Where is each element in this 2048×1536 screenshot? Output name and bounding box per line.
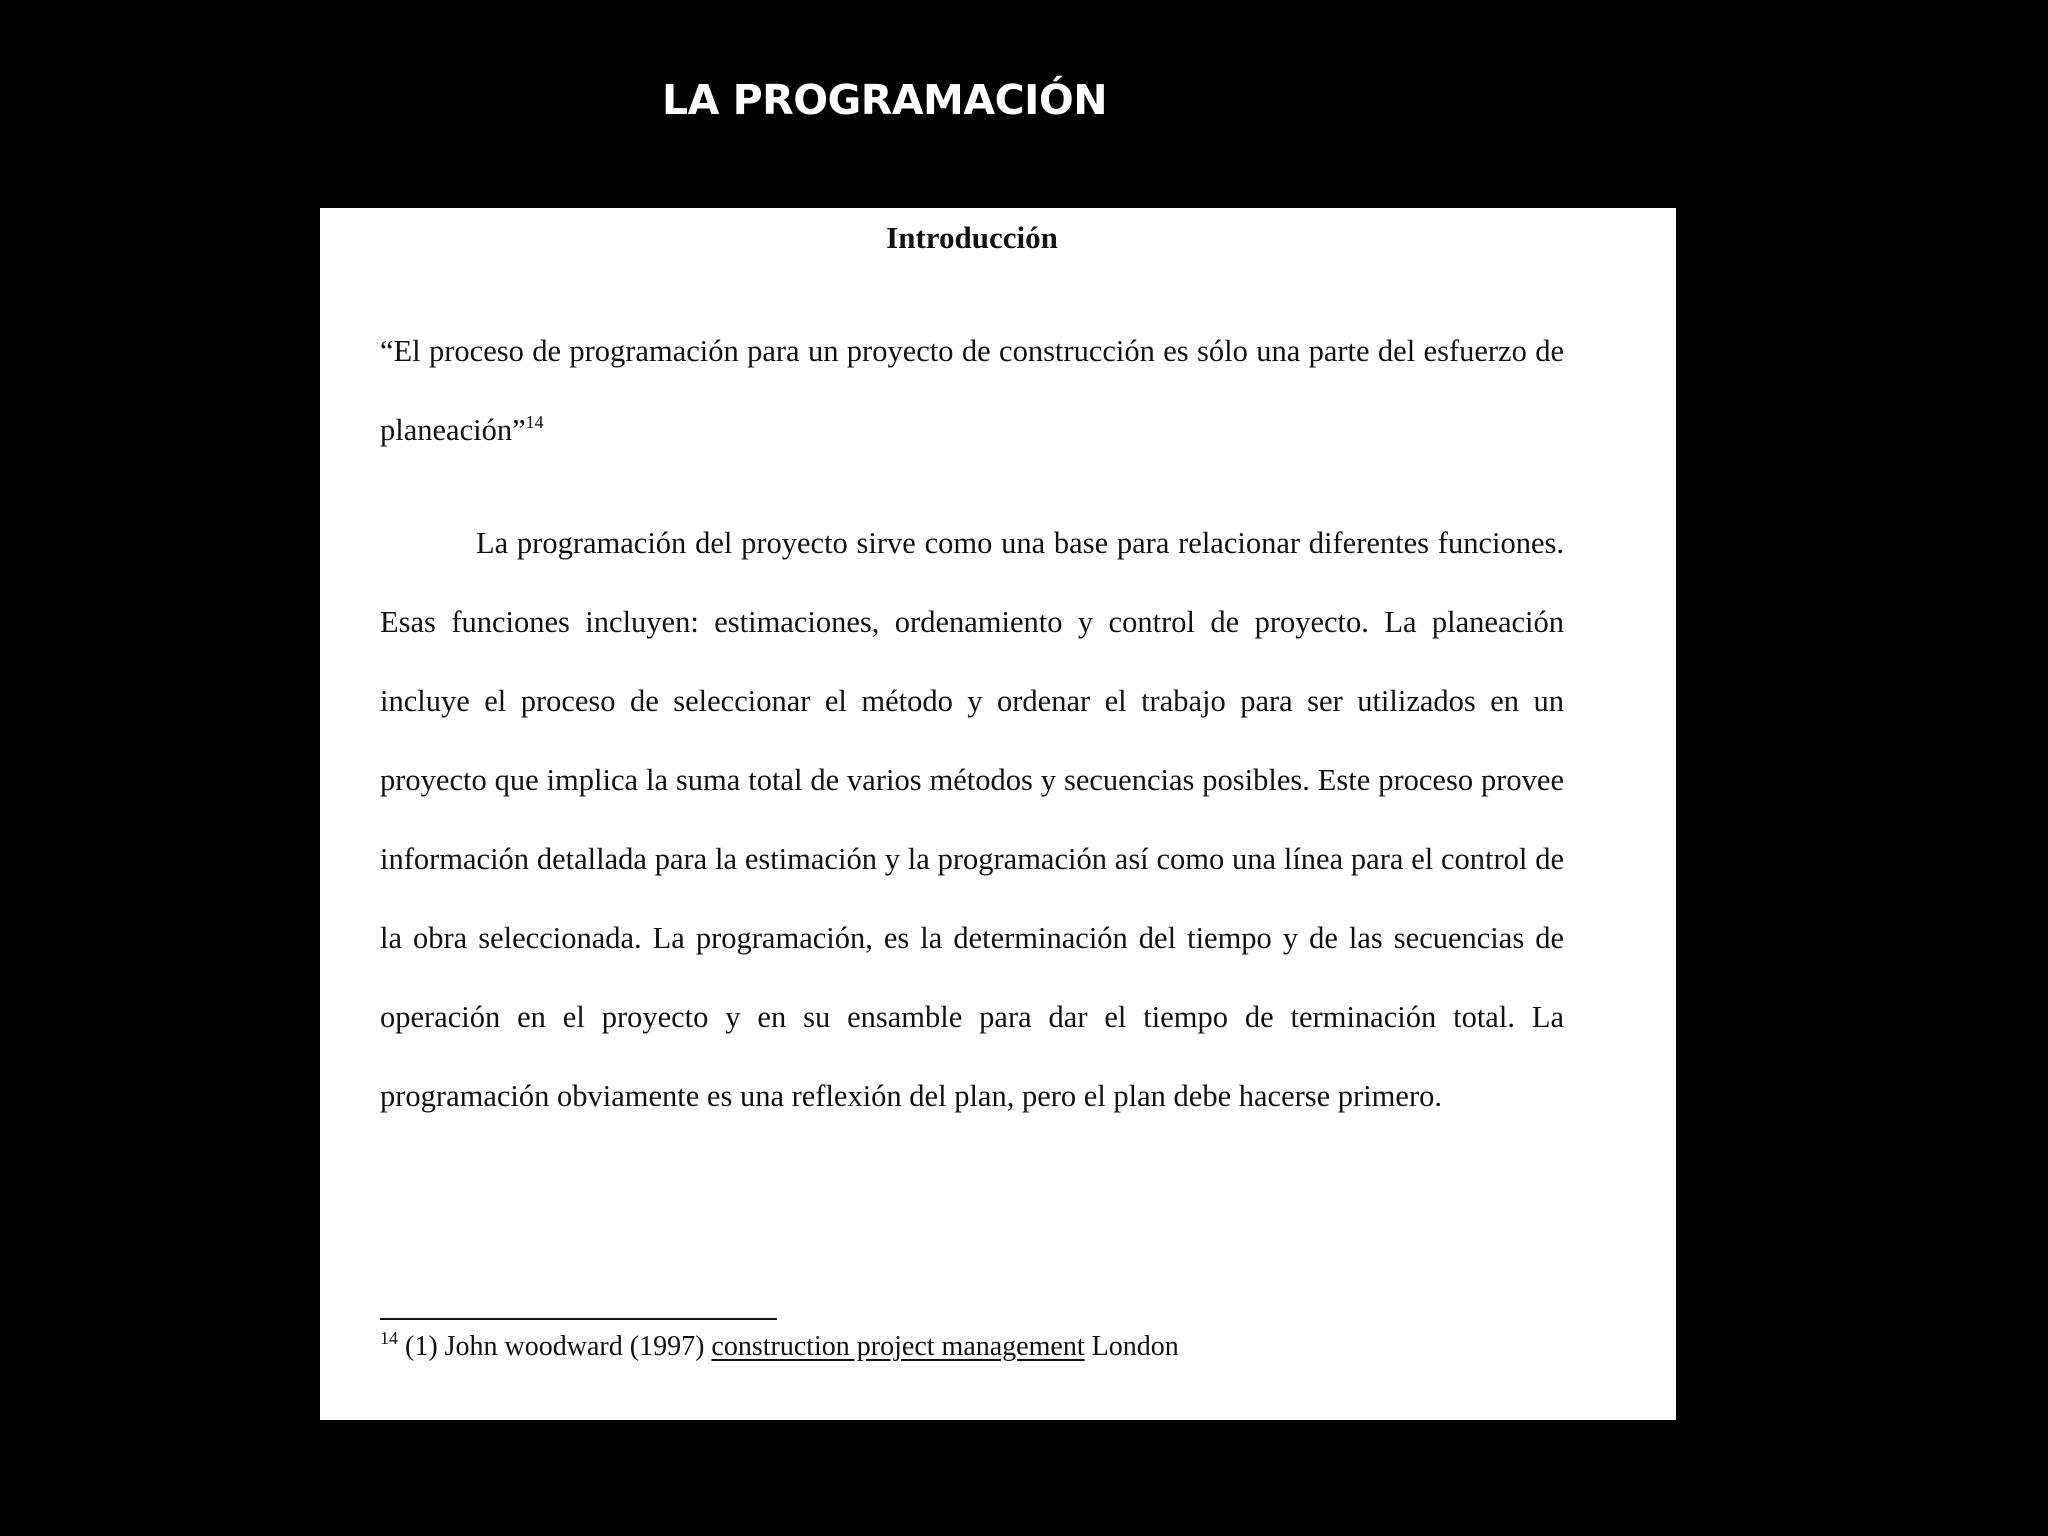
footnote-reference: 14 <box>525 412 544 432</box>
footnote-book-title: construction project management <box>711 1331 1085 1362</box>
footnote-divider <box>380 1318 777 1320</box>
footnote-number: 14 <box>380 1328 398 1348</box>
quote-text: “El proceso de programación para un proyecto de construcción es sólo una parte del esfuerzo de planeación” <box>380 334 1564 447</box>
slide-title: LA PROGRAMACIÓN <box>662 76 1108 124</box>
footnote-author: (1) John woodward (1997) <box>405 1331 705 1362</box>
document-heading: Introducción <box>886 220 1058 255</box>
body-paragraph: La programación del proyecto sirve como una base para relacionar diferentes funciones. Esas funciones incluyen: estimaciones, ordenamiento y control de proyecto. La planeación incluye el proceso de seleccionar el método y ordenar el trabajo para ser utilizados en un proyecto que implica la suma total de varios métodos y secuencias posibles. Este proceso provee información detallada para la estimación y la programación así como una línea para el control de la obra seleccionada. La programación, es la determinación del tiempo y de las secuencias de operación en el proyecto y en su ensamble para dar el tiempo de terminación total. La programación obviamente es una reflexión del plan, pero el plan debe hacerse primero. <box>380 526 1564 1113</box>
footnote <box>380 1328 1179 1363</box>
quote-paragraph <box>380 312 1564 470</box>
document-page <box>320 208 1676 1420</box>
footnote-place: London <box>1091 1331 1179 1362</box>
